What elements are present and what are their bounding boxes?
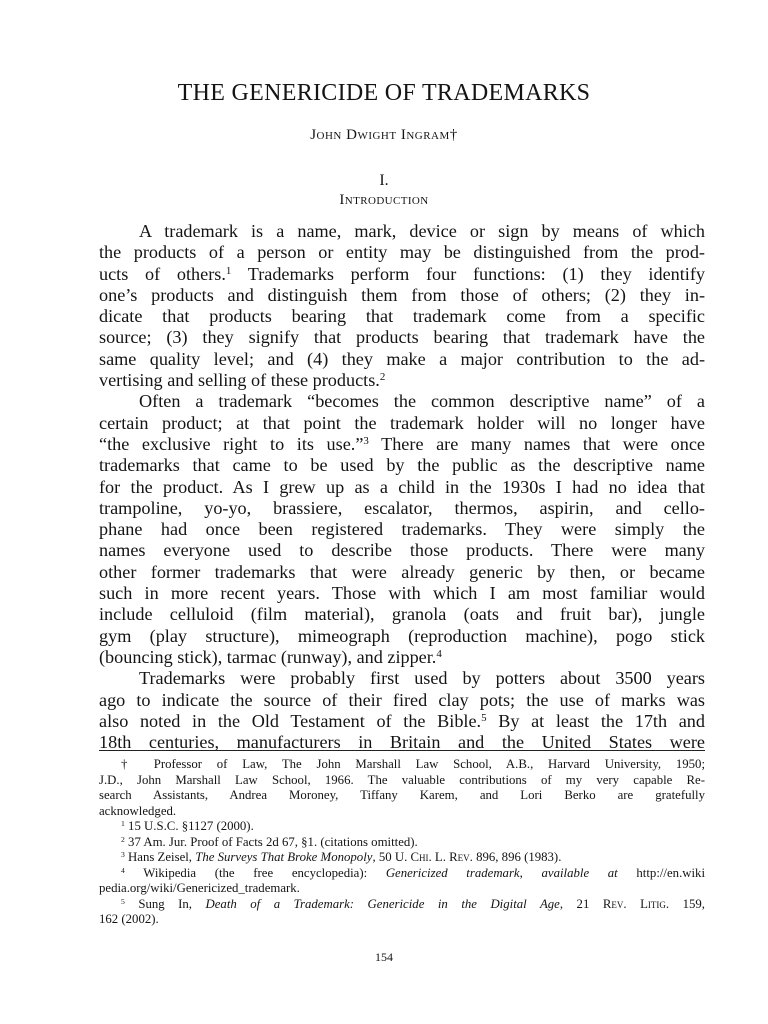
body-line: Trademarks were probably first used by potters about 3500 years	[139, 668, 705, 689]
body-line: same quality level; and (4) they make a major contribution to the ad-	[99, 348, 705, 369]
body-line: phane had once been registered trademarks. They were simply the	[99, 519, 705, 540]
section-title: Introduction	[339, 192, 429, 208]
article-body	[99, 221, 705, 753]
body-line: certain product; at that point the trademark holder will no longer have	[99, 412, 705, 433]
body-line: for the product. As I grew up as a child in the 1930s I had no idea that	[99, 476, 705, 497]
body-line: vertising and selling of these products.$^2$	[99, 370, 386, 391]
footnote-2: $^2$ 37 Am. Jur. Proof of Facts 2d 67, §1. (citations omitted).	[121, 834, 418, 849]
footnote-5-cont: 162 (2002).	[99, 912, 159, 926]
body-line: include celluloid (film material), granola (oats and fruit bar), jungle	[99, 604, 705, 625]
body-line: the products of a person or entity may be distinguished from the prod-	[99, 242, 705, 263]
footnote-5: $^5$ Sung In, Death of a Trademark: Genericide in the Digital Age, 21 Rev. Litig. 159,	[121, 896, 705, 911]
footnote-4: $^4$ Wikipedia (the free encyclopedia): Genericized trademark, available at http://en.wiki	[121, 865, 706, 880]
footnote-ref: 3	[363, 434, 369, 447]
body-line: such in more recent years. Those with which I am most familiar would	[99, 583, 705, 604]
body-line: (bouncing stick), tarmac (runway), and zipper.$^4$	[99, 646, 442, 667]
footnote-dagger: J.D., John Marshall Law School, 1966. The valuable contributions of my very capable Re-	[99, 772, 705, 787]
body-line: ucts of others.$^1$ Trademarks perform four functions: (1) they identify	[99, 263, 705, 284]
body-line: one’s products and distinguish them from those of others; (2) they in-	[99, 284, 705, 305]
body-line: source; (3) they signify that products bearing that trademark have the	[99, 327, 705, 348]
author-name	[0, 127, 768, 144]
footnote-3: $^3$ Hans Zeisel, The Surveys That Broke Monopoly, 50 U. Chi. L. Rev. 896, 896 (1983).	[121, 849, 562, 864]
page-number: 154	[375, 950, 393, 964]
section-number: I.	[379, 172, 389, 189]
author-dagger: †	[449, 127, 458, 143]
footnote-1: $^1$ 15 U.S.C. §1127 (2000).	[121, 818, 254, 833]
body-line: ago to indicate the source of their fired clay pots; the use of marks was	[99, 689, 705, 710]
body-line: dicate that products bearing that trademark come from a specific	[99, 306, 705, 327]
body-line: “the exclusive right to its use.”$^3$ There are many names that were once	[99, 433, 705, 454]
body-line: other former trademarks that were already generic by then, or became	[99, 561, 705, 582]
body-line: gym (play structure), mimeograph (reproduction machine), pogo stick	[99, 625, 705, 646]
footnote-ref: 1	[225, 264, 232, 277]
body-line: trampoline, yo-yo, brassiere, escalator, thermos, aspirin, and cello-	[99, 497, 705, 518]
footnote-4-cont: pedia.org/wiki/Genericized_trademark.	[99, 881, 300, 895]
footnote-ref: 5	[481, 711, 487, 724]
footnote-dagger: search Assistants, Andrea Moroney, Tiffany Karem, and Lori Berko are gratefully	[99, 788, 705, 802]
body-line: also noted in the Old Testament of the Bible.$^5$ By at least the 17th and	[99, 710, 705, 731]
body-line: Often a trademark “becomes the common descriptive name” of a	[139, 391, 705, 412]
footnotes	[99, 757, 705, 928]
body-line: A trademark is a name, mark, device or sign by means of which	[139, 221, 705, 241]
author-text: John Dwight Ingram	[310, 127, 450, 143]
body-line: 18th centuries, manufacturers in Britain and the United States were	[99, 732, 705, 753]
body-line: names everyone used to describe those products. There were many	[99, 540, 705, 561]
footnote-ref: 4	[436, 647, 442, 660]
footnote-divider	[99, 750, 705, 751]
footnote-dagger: † Professor of Law, The John Marshall Law School, A.B., Harvard University, 1950;	[121, 757, 705, 771]
body-line: trademarks that came to be used by the public as the descriptive name	[99, 455, 705, 476]
footnote-dagger: acknowledged.	[99, 803, 177, 818]
article-title: THE GENERICIDE OF TRADEMARKS	[177, 80, 591, 106]
footnote-ref: 2	[379, 371, 386, 384]
